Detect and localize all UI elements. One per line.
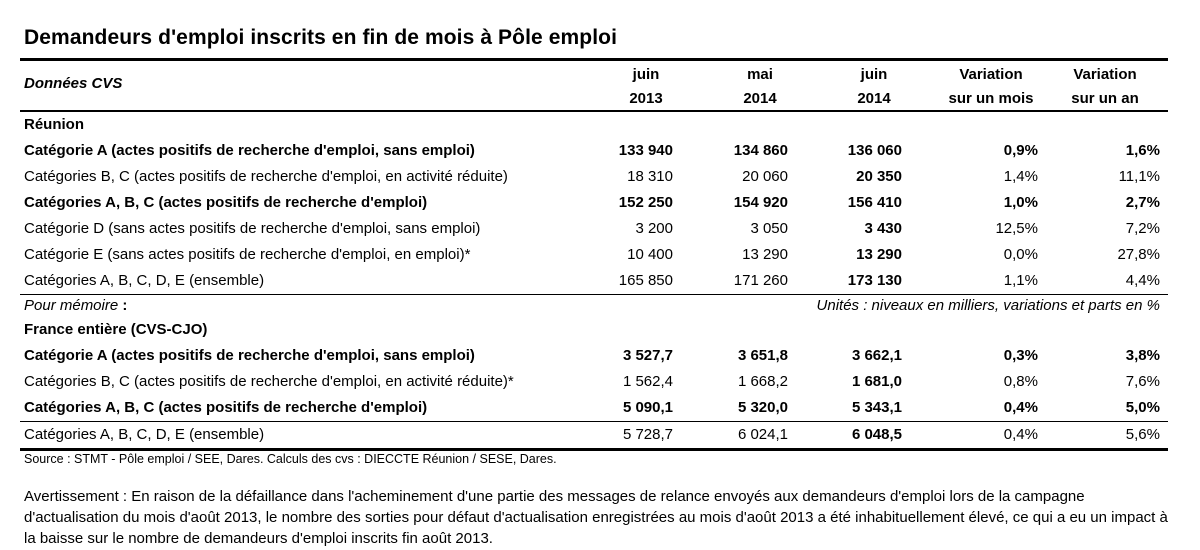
header-col-line1: juin	[860, 66, 888, 83]
header-col-line2: sur un mois	[948, 90, 1034, 107]
header-col-variation-an	[1055, 63, 1155, 111]
cell-variation-an: 7,6%	[1125, 373, 1160, 390]
section-title-reunion	[20, 112, 1168, 138]
table-row	[20, 343, 1168, 369]
row-label: Catégories B, C (actes positifs de recherche d'emploi, en activité réduite)*	[24, 373, 514, 390]
cell-mai-2014: 5 320,0	[737, 399, 788, 416]
row-label: Catégorie D (sans actes positifs de recherche d'emploi, sans emploi)	[24, 220, 481, 237]
cell-juin-2014: 5 343,1	[851, 399, 902, 416]
cell-variation-mois: 0,9%	[1003, 142, 1038, 159]
header-col-line1: mai	[747, 66, 773, 83]
cell-juin-2014: 6 048,5	[851, 426, 902, 443]
cell-mai-2014: 134 860	[733, 142, 788, 159]
cell-variation-an: 4,4%	[1125, 272, 1160, 289]
cell-variation-mois: 0,4%	[1003, 426, 1038, 443]
cell-mai-2014: 13 290	[742, 246, 788, 263]
row-label: Catégorie A (actes positifs de recherche d'emploi, sans emploi)	[24, 347, 475, 364]
cell-juin-2014: 173 130	[847, 272, 902, 289]
row-label: Catégories A, B, C, D, E (ensemble)	[24, 426, 265, 443]
row-label: Catégories B, C (actes positifs de recherche d'emploi, en activité réduite)	[24, 168, 508, 185]
row-label: Catégories A, B, C (actes positifs de recherche d'emploi)	[24, 194, 428, 211]
table-row	[20, 369, 1168, 395]
statistics-table	[20, 58, 1168, 451]
cell-juin-2013: 152 250	[618, 194, 673, 211]
section-label: France entière (CVS-CJO)	[24, 321, 208, 338]
memo-line	[20, 295, 1168, 317]
cell-juin-2014: 20 350	[856, 168, 902, 185]
cell-juin-2013: 5 090,1	[622, 399, 673, 416]
table-row	[20, 138, 1168, 164]
cell-variation-mois: 12,5%	[995, 220, 1038, 237]
cell-juin-2013: 5 728,7	[622, 426, 673, 443]
cell-mai-2014: 20 060	[742, 168, 788, 185]
cell-juin-2013: 165 850	[618, 272, 673, 289]
cell-variation-an: 11,1%	[1118, 168, 1160, 185]
table-row	[20, 268, 1168, 294]
cell-variation-mois: 1,1%	[1003, 272, 1038, 289]
cell-juin-2013: 10 400	[627, 246, 673, 263]
cell-juin-2014: 3 430	[864, 220, 902, 237]
header-col-line1: Variation	[959, 66, 1023, 83]
cell-variation-an: 5,0%	[1125, 399, 1160, 416]
row-label: Catégorie A (actes positifs de recherche d'emploi, sans emploi)	[24, 142, 475, 159]
cell-variation-mois: 0,4%	[1003, 399, 1038, 416]
row-label: Catégories A, B, C, D, E (ensemble)	[24, 272, 265, 289]
row-label: Catégorie E (sans actes positifs de recherche d'emploi, en emploi)*	[24, 246, 471, 263]
cell-variation-an: 1,6%	[1125, 142, 1160, 159]
cell-juin-2013: 3 527,7	[622, 347, 673, 364]
cell-mai-2014: 3 050	[750, 220, 788, 237]
header-col-line2: 2014	[743, 90, 777, 107]
memo-label	[24, 295, 127, 317]
header-col-line2: 2013	[629, 90, 663, 107]
header-col-juin-2013	[616, 63, 676, 111]
cell-mai-2014: 6 024,1	[737, 426, 788, 443]
cell-juin-2013: 18 310	[627, 168, 673, 185]
header-col-line1: Variation	[1073, 66, 1137, 83]
table-header	[20, 61, 1168, 112]
table-row	[20, 242, 1168, 268]
source-note: Source : STMT - Pôle emploi / SEE, Dares. Calculs des cvs : DIECCTE Réunion / SESE, Dares.	[24, 452, 557, 466]
cell-variation-an: 5,6%	[1125, 426, 1160, 443]
table-bottom-rule	[20, 448, 1168, 451]
cell-variation-an: 2,7%	[1125, 194, 1160, 211]
header-col-juin-2014	[844, 63, 904, 111]
row-label: Catégories A, B, C (actes positifs de recherche d'emploi)	[24, 399, 428, 416]
cell-variation-mois: 1,4%	[1003, 168, 1038, 185]
cell-juin-2013: 3 200	[635, 220, 673, 237]
header-col-line2: sur un an	[1071, 90, 1139, 107]
header-col-mai-2014	[730, 63, 790, 111]
table-row	[20, 164, 1168, 190]
cell-variation-an: 3,8%	[1125, 347, 1160, 364]
table-row	[20, 422, 1168, 448]
table-row	[20, 190, 1168, 216]
cell-variation-mois: 0,8%	[1003, 373, 1038, 390]
cell-juin-2014: 3 662,1	[851, 347, 902, 364]
memo-colon: :	[122, 297, 128, 314]
table-row	[20, 216, 1168, 242]
cell-mai-2014: 171 260	[733, 272, 788, 289]
header-col-variation-mois	[936, 63, 1046, 111]
cell-variation-mois: 0,0%	[1003, 246, 1038, 263]
header-label: Données CVS	[24, 75, 123, 92]
cell-variation-mois: 1,0%	[1003, 194, 1038, 211]
units-note: Unités : niveaux en milliers, variations et parts en %	[816, 297, 1160, 314]
header-col-line2: 2014	[857, 90, 891, 107]
memo-label-text: Pour mémoire	[24, 297, 119, 314]
cell-mai-2014: 1 668,2	[737, 373, 788, 390]
cell-variation-an: 7,2%	[1125, 220, 1160, 237]
header-col-line1: juin	[632, 66, 660, 83]
cell-variation-mois: 0,3%	[1003, 347, 1038, 364]
cell-juin-2014: 156 410	[847, 194, 902, 211]
cell-juin-2014: 136 060	[847, 142, 902, 159]
cell-juin-2013: 133 940	[618, 142, 673, 159]
section-title-france	[20, 317, 1168, 343]
cell-juin-2014: 1 681,0	[851, 373, 902, 390]
cell-juin-2014: 13 290	[856, 246, 902, 263]
table-row	[20, 395, 1168, 421]
cell-juin-2013: 1 562,4	[622, 373, 673, 390]
cell-variation-an: 27,8%	[1117, 246, 1160, 263]
section-label: Réunion	[24, 116, 84, 133]
page-title: Demandeurs d'emploi inscrits en fin de mois à Pôle emploi	[24, 26, 618, 49]
warning-note: Avertissement : En raison de la défaillance dans l'acheminement d'une partie des messages de relance envoyés aux demandeurs d'emploi lors de la campagne d'actualisation du mois d'août 2013, le nombre des sorties pour défaut d'actualisation enregistrées au mois d'août 2013 a été inhabituellement élevé, ce qui a eu un impact à la baisse sur le nombre de demandeurs d'emploi inscrits fin août 2013.	[24, 488, 1168, 547]
cell-mai-2014: 3 651,8	[737, 347, 788, 364]
cell-mai-2014: 154 920	[733, 194, 788, 211]
